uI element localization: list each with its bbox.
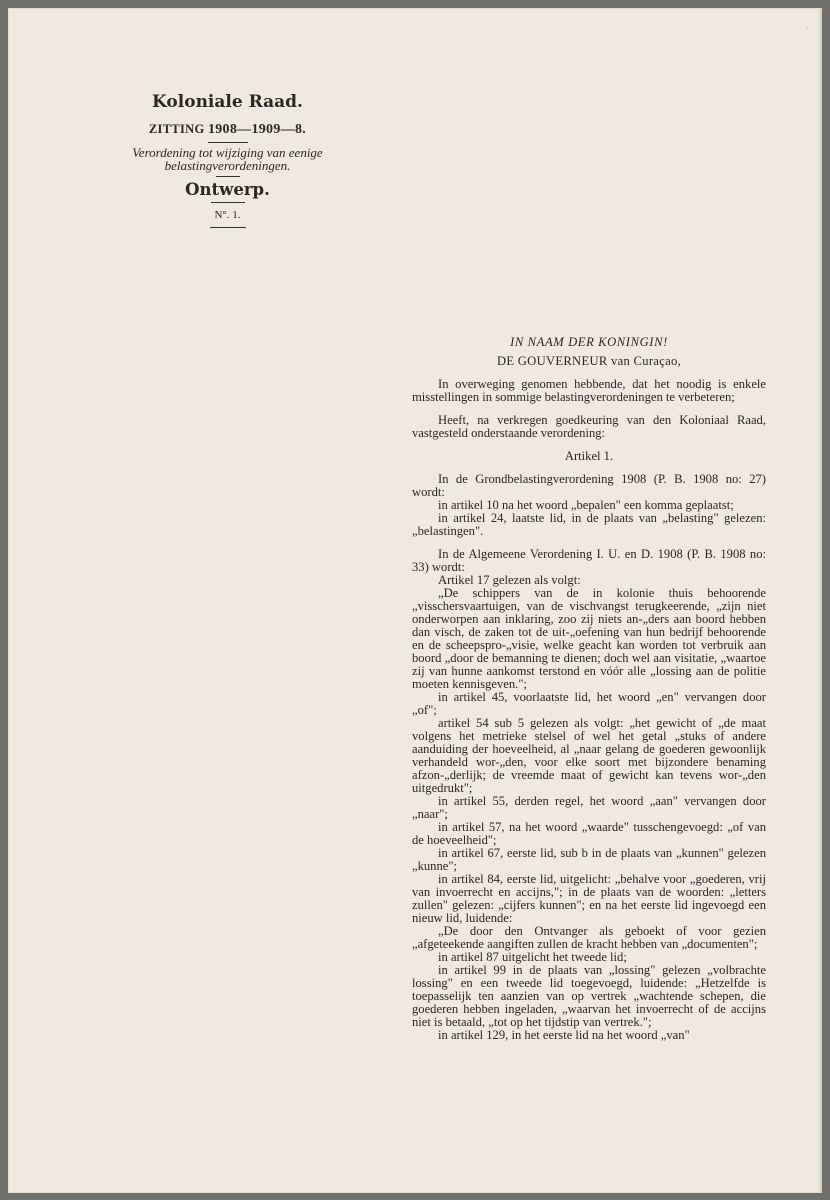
governor-line: DE GOUVERNEUR van Curaçao,: [496, 354, 682, 368]
session-label: ZITTING: [148, 122, 205, 136]
amendment-item: in artikel 99 in de plaats van „lossing" gelezen „volbrachte lossing" en een tweede lid toegevoegd, luidende: „Hetzelfde is toepasselijk ten aanzien van op vertrek „wachtende schepen, die goederen hebben ingeladen, „waarvan het invoerrecht of de accijns niet is betaald, „tot op het tijdstip van vertrek.";: [412, 963, 766, 1029]
amendment-item: Artikel 17 gelezen als volgt:: [438, 573, 581, 587]
session-line: [95, 122, 360, 138]
document-header: [95, 92, 360, 231]
quoted-provision: „De schippers van de in kolonie thuis behoorende „visschersvaartuigen, van de vischvangst terugkeerende, „zijn niet onderworpen aan inklaring, zoo zij niets an-„ders aan boord hebben dan visch, de zaken tot de uit-„oefening van hun bedrijf behoorende en de scheepspro-„visie, welke geacht kan worden tot verbruik aan boord „door de bemanning te dienen; doch wel aan visitatie, „waartoe zij van hunne aankomst terstond en vóór alle „lossing aan de politie moeten kennisgeven.";: [412, 586, 766, 691]
amendment-item: in artikel 55, derden regel, het woord „aan" vervangen door „naar";: [412, 794, 766, 821]
ordinance-description: Verordening tot wijziging van eenige belastingverordeningen.: [132, 145, 323, 173]
amendment-item: in artikel 24, laatste lid, in de plaats van „belasting" gelezen: „belastingen".: [412, 511, 766, 538]
corner-mark: ´: [806, 26, 809, 36]
amendment-item: in artikel 57, na het woord „waarde" tusschengevoegd: „of van de hoeveelheid";: [412, 820, 766, 847]
paragraph-enactment: Heeft, na verkregen goedkeuring van den Koloniaal Raad, vastgesteld onderstaande verordening:: [412, 413, 766, 440]
paragraph-general-ordinance: In de Algemeene Verordening I. U. en D. 1908 (P. B. 1908 no: 33) wordt:: [412, 547, 766, 574]
amendment-item: in artikel 87 uitgelicht het tweede lid;: [438, 950, 627, 964]
divider: [216, 176, 240, 177]
quoted-provision: „De door den Ontvanger als geboekt of voor gezien „afgeteekende aangiften zullen de kracht hebben van „documenten";: [412, 924, 766, 951]
document-number: N°. 1.: [214, 209, 241, 221]
divider: [208, 142, 248, 143]
council-title: Koloniale Raad.: [152, 92, 303, 112]
session-years: 1908—1909—8.: [207, 122, 307, 137]
divider: [210, 227, 246, 228]
paragraph-land-tax: In de Grondbelastingverordening 1908 (P. B. 1908 no: 27) wordt:: [412, 472, 766, 499]
draft-label: Ontwerp.: [185, 180, 270, 199]
amendment-item: in artikel 129, in het eerste lid na het woord „van": [438, 1028, 690, 1042]
amendment-item: in artikel 84, eerste lid, uitgelicht: „behalve voor „goederen, vrij van invoerrecht en accijns,"; in de plaats van de woorden: „letters zullen" gelezen: „cijfers kunnen"; en na het eerste lid ingevoegd een nieuw lid, luidende:: [412, 872, 766, 925]
amendment-item: in artikel 10 na het woord „bepalen" een komma geplaatst;: [438, 498, 734, 512]
invocation: IN NAAM DER KONINGIN!: [510, 335, 668, 349]
amendment-item: in artikel 67, eerste lid, sub b in de plaats van „kunnen" gelezen „kunne";: [412, 846, 766, 873]
divider: [211, 202, 245, 203]
article-heading: Artikel 1.: [564, 449, 614, 463]
amendment-item: in artikel 45, voorlaatste lid, het woord „en" vervangen door „of";: [412, 690, 766, 717]
paragraph-consideration: In overweging genomen hebbende, dat het noodig is enkele misstellingen in sommige belastingverordeningen te verbeteren;: [412, 377, 766, 404]
amendment-item: artikel 54 sub 5 gelezen als volgt: „het gewicht of „de maat volgens het metrieke stelsel of wel het getal „stuks of andere aanduiding der hoeveelheid, al „naar gelang de goederen gewoonlijk verhandeld wor-„den, voor elke soort met bijzondere benaming afzon-„derlijk; de vreemde maat of gewicht kan tevens wor-„den uitgedrukt";: [412, 716, 766, 795]
ordinance-text: [412, 336, 766, 1042]
